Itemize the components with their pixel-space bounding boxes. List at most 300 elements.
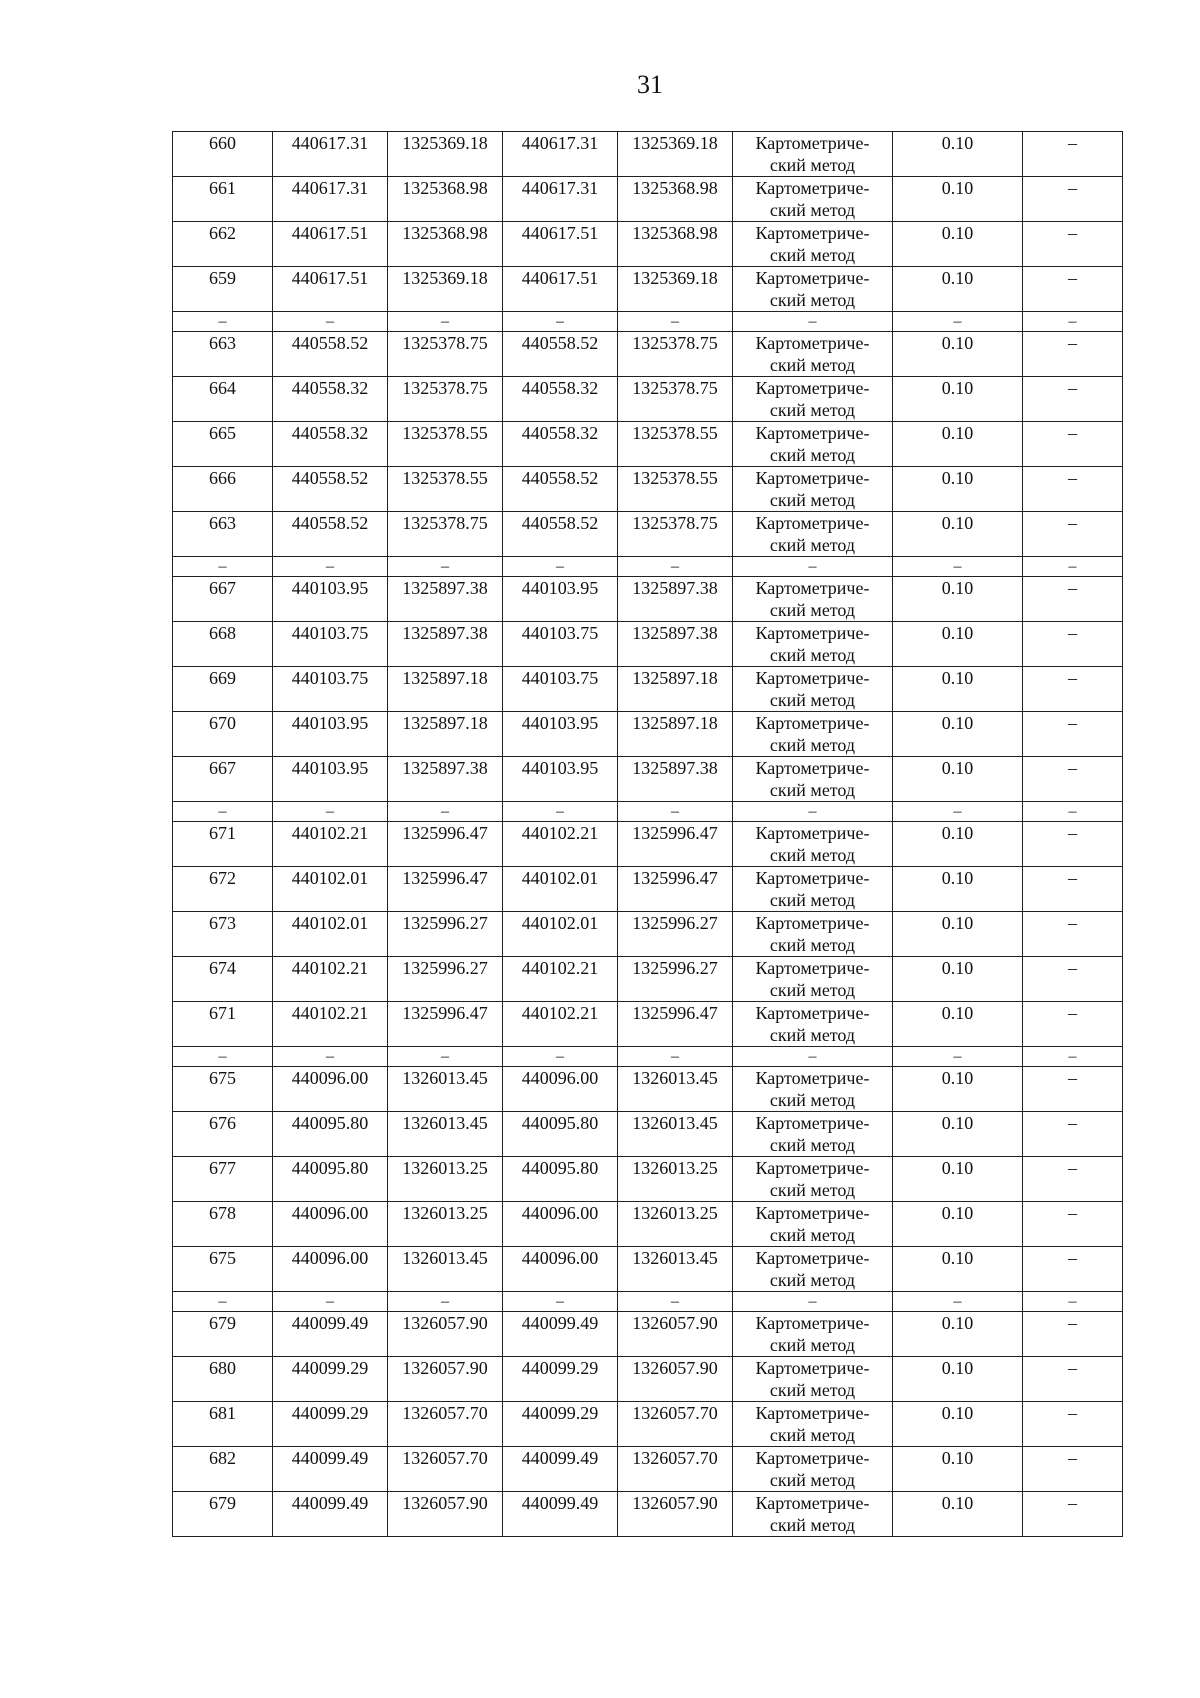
- description-cell: –: [1023, 822, 1123, 867]
- description-cell: –: [1023, 1157, 1123, 1202]
- accuracy-cell: 0.10: [893, 867, 1023, 912]
- accuracy-cell: 0.10: [893, 422, 1023, 467]
- accuracy-cell: 0.10: [893, 377, 1023, 422]
- separator-row: [173, 1047, 1123, 1067]
- description-cell: –: [1023, 1067, 1123, 1112]
- x-new-cell: –: [503, 802, 618, 822]
- description-cell: –: [1023, 802, 1123, 822]
- description-cell: –: [1023, 1292, 1123, 1312]
- method-cell: Картометриче- ский метод: [733, 622, 893, 667]
- method-cell: Картометриче- ский метод: [733, 1202, 893, 1247]
- x-new-cell: 440103.95: [503, 712, 618, 757]
- method-cell: –: [733, 802, 893, 822]
- description-cell: –: [1023, 222, 1123, 267]
- y-existing-cell: 1325897.18: [388, 712, 503, 757]
- description-cell: –: [1023, 267, 1123, 312]
- y-new-cell: –: [618, 1292, 733, 1312]
- y-new-cell: 1326013.45: [618, 1112, 733, 1157]
- accuracy-cell: 0.10: [893, 1002, 1023, 1047]
- point-number-cell: 663: [173, 332, 273, 377]
- y-new-cell: 1325378.75: [618, 512, 733, 557]
- y-existing-cell: 1326013.45: [388, 1112, 503, 1157]
- method-cell: Картометриче- ский метод: [733, 1067, 893, 1112]
- description-cell: –: [1023, 867, 1123, 912]
- point-number-cell: 682: [173, 1447, 273, 1492]
- y-existing-cell: –: [388, 1292, 503, 1312]
- description-cell: –: [1023, 1202, 1123, 1247]
- x-existing-cell: 440099.49: [273, 1312, 388, 1357]
- x-existing-cell: –: [273, 557, 388, 577]
- x-new-cell: 440099.29: [503, 1402, 618, 1447]
- y-existing-cell: 1325996.27: [388, 912, 503, 957]
- coordinates-table: [172, 131, 1123, 1537]
- table-row: [173, 1112, 1123, 1157]
- x-existing-cell: 440558.52: [273, 512, 388, 557]
- description-cell: –: [1023, 1402, 1123, 1447]
- x-existing-cell: 440102.01: [273, 867, 388, 912]
- description-cell: –: [1023, 1002, 1123, 1047]
- description-cell: –: [1023, 757, 1123, 802]
- method-cell: Картометриче- ский метод: [733, 177, 893, 222]
- point-number-cell: 670: [173, 712, 273, 757]
- accuracy-cell: 0.10: [893, 267, 1023, 312]
- description-cell: –: [1023, 1357, 1123, 1402]
- method-cell: Картометриче- ский метод: [733, 1247, 893, 1292]
- accuracy-cell: 0.10: [893, 1492, 1023, 1537]
- point-number-cell: –: [173, 1047, 273, 1067]
- point-number-cell: 660: [173, 132, 273, 177]
- y-existing-cell: –: [388, 557, 503, 577]
- method-cell: Картометриче- ский метод: [733, 512, 893, 557]
- table-row: [173, 1157, 1123, 1202]
- x-existing-cell: 440099.29: [273, 1402, 388, 1447]
- table-body: [173, 132, 1123, 1537]
- point-number-cell: 672: [173, 867, 273, 912]
- y-new-cell: 1325378.55: [618, 467, 733, 512]
- x-new-cell: –: [503, 312, 618, 332]
- accuracy-cell: 0.10: [893, 577, 1023, 622]
- accuracy-cell: 0.10: [893, 132, 1023, 177]
- point-number-cell: 675: [173, 1067, 273, 1112]
- x-existing-cell: 440095.80: [273, 1157, 388, 1202]
- y-existing-cell: –: [388, 1047, 503, 1067]
- y-existing-cell: 1326057.90: [388, 1357, 503, 1402]
- x-new-cell: 440102.21: [503, 957, 618, 1002]
- y-existing-cell: 1325378.55: [388, 467, 503, 512]
- method-cell: Картометриче- ский метод: [733, 577, 893, 622]
- accuracy-cell: 0.10: [893, 957, 1023, 1002]
- y-existing-cell: –: [388, 312, 503, 332]
- accuracy-cell: 0.10: [893, 1402, 1023, 1447]
- y-existing-cell: 1326057.90: [388, 1312, 503, 1357]
- y-new-cell: –: [618, 312, 733, 332]
- x-existing-cell: –: [273, 1047, 388, 1067]
- table-row: [173, 177, 1123, 222]
- point-number-cell: 681: [173, 1402, 273, 1447]
- method-cell: –: [733, 1047, 893, 1067]
- accuracy-cell: –: [893, 1047, 1023, 1067]
- x-existing-cell: 440558.32: [273, 422, 388, 467]
- x-new-cell: 440099.49: [503, 1447, 618, 1492]
- method-cell: Картометриче- ский метод: [733, 822, 893, 867]
- table-row: [173, 1492, 1123, 1537]
- y-existing-cell: 1325368.98: [388, 222, 503, 267]
- point-number-cell: 677: [173, 1157, 273, 1202]
- y-existing-cell: 1325996.47: [388, 1002, 503, 1047]
- point-number-cell: 680: [173, 1357, 273, 1402]
- x-existing-cell: 440617.51: [273, 267, 388, 312]
- x-existing-cell: –: [273, 312, 388, 332]
- separator-row: [173, 1292, 1123, 1312]
- x-new-cell: 440103.75: [503, 667, 618, 712]
- x-new-cell: 440617.51: [503, 267, 618, 312]
- description-cell: –: [1023, 712, 1123, 757]
- table-row: [173, 1447, 1123, 1492]
- x-new-cell: 440617.51: [503, 222, 618, 267]
- x-new-cell: 440096.00: [503, 1247, 618, 1292]
- y-existing-cell: 1326013.25: [388, 1202, 503, 1247]
- method-cell: Картометриче- ский метод: [733, 712, 893, 757]
- method-cell: –: [733, 312, 893, 332]
- method-cell: Картометриче- ский метод: [733, 1157, 893, 1202]
- x-existing-cell: 440103.75: [273, 622, 388, 667]
- y-new-cell: 1325897.18: [618, 667, 733, 712]
- x-new-cell: 440103.95: [503, 757, 618, 802]
- method-cell: Картометриче- ский метод: [733, 1312, 893, 1357]
- point-number-cell: 675: [173, 1247, 273, 1292]
- table-row: [173, 957, 1123, 1002]
- accuracy-cell: 0.10: [893, 1067, 1023, 1112]
- x-existing-cell: 440096.00: [273, 1247, 388, 1292]
- y-new-cell: 1325369.18: [618, 267, 733, 312]
- description-cell: –: [1023, 177, 1123, 222]
- x-new-cell: 440102.01: [503, 867, 618, 912]
- x-existing-cell: 440617.31: [273, 132, 388, 177]
- x-existing-cell: 440099.29: [273, 1357, 388, 1402]
- x-new-cell: 440102.21: [503, 1002, 618, 1047]
- accuracy-cell: 0.10: [893, 1247, 1023, 1292]
- y-new-cell: 1325378.75: [618, 332, 733, 377]
- y-new-cell: 1326057.70: [618, 1402, 733, 1447]
- x-new-cell: –: [503, 1292, 618, 1312]
- method-cell: Картометриче- ский метод: [733, 1492, 893, 1537]
- point-number-cell: 678: [173, 1202, 273, 1247]
- method-cell: Картометриче- ский метод: [733, 422, 893, 467]
- description-cell: –: [1023, 667, 1123, 712]
- x-existing-cell: 440099.49: [273, 1492, 388, 1537]
- accuracy-cell: 0.10: [893, 912, 1023, 957]
- x-existing-cell: 440102.21: [273, 957, 388, 1002]
- accuracy-cell: 0.10: [893, 177, 1023, 222]
- description-cell: –: [1023, 377, 1123, 422]
- point-number-cell: 667: [173, 577, 273, 622]
- point-number-cell: 668: [173, 622, 273, 667]
- method-cell: Картометриче- ский метод: [733, 1402, 893, 1447]
- method-cell: Картометриче- ский метод: [733, 1357, 893, 1402]
- y-existing-cell: 1325368.98: [388, 177, 503, 222]
- point-number-cell: 663: [173, 512, 273, 557]
- separator-row: [173, 557, 1123, 577]
- accuracy-cell: 0.10: [893, 1312, 1023, 1357]
- y-existing-cell: 1326057.90: [388, 1492, 503, 1537]
- y-existing-cell: 1326013.45: [388, 1067, 503, 1112]
- x-existing-cell: 440096.00: [273, 1202, 388, 1247]
- point-number-cell: 661: [173, 177, 273, 222]
- x-new-cell: 440099.29: [503, 1357, 618, 1402]
- x-new-cell: 440102.01: [503, 912, 618, 957]
- description-cell: –: [1023, 1312, 1123, 1357]
- point-number-cell: –: [173, 802, 273, 822]
- y-new-cell: 1326057.90: [618, 1492, 733, 1537]
- y-new-cell: 1325378.75: [618, 377, 733, 422]
- method-cell: Картометриче- ский метод: [733, 1447, 893, 1492]
- table-row: [173, 577, 1123, 622]
- method-cell: Картометриче- ский метод: [733, 912, 893, 957]
- y-existing-cell: 1325378.75: [388, 512, 503, 557]
- point-number-cell: 674: [173, 957, 273, 1002]
- x-existing-cell: 440099.49: [273, 1447, 388, 1492]
- accuracy-cell: –: [893, 802, 1023, 822]
- accuracy-cell: –: [893, 1292, 1023, 1312]
- y-new-cell: –: [618, 1047, 733, 1067]
- description-cell: –: [1023, 577, 1123, 622]
- table-row: [173, 712, 1123, 757]
- y-existing-cell: 1325897.38: [388, 622, 503, 667]
- table-row: [173, 667, 1123, 712]
- y-new-cell: 1326013.25: [618, 1157, 733, 1202]
- table-row: [173, 222, 1123, 267]
- y-new-cell: –: [618, 802, 733, 822]
- table-row: [173, 1067, 1123, 1112]
- point-number-cell: 679: [173, 1312, 273, 1357]
- x-new-cell: 440095.80: [503, 1112, 618, 1157]
- x-new-cell: 440102.21: [503, 822, 618, 867]
- accuracy-cell: 0.10: [893, 822, 1023, 867]
- point-number-cell: 679: [173, 1492, 273, 1537]
- accuracy-cell: 0.10: [893, 757, 1023, 802]
- y-existing-cell: 1325369.18: [388, 132, 503, 177]
- point-number-cell: –: [173, 557, 273, 577]
- method-cell: Картометриче- ский метод: [733, 222, 893, 267]
- accuracy-cell: –: [893, 312, 1023, 332]
- method-cell: Картометриче- ский метод: [733, 757, 893, 802]
- y-new-cell: 1325897.18: [618, 712, 733, 757]
- x-existing-cell: 440558.52: [273, 467, 388, 512]
- point-number-cell: 664: [173, 377, 273, 422]
- table-row: [173, 267, 1123, 312]
- y-existing-cell: 1326057.70: [388, 1447, 503, 1492]
- y-existing-cell: 1325369.18: [388, 267, 503, 312]
- method-cell: Картометриче- ский метод: [733, 957, 893, 1002]
- description-cell: –: [1023, 957, 1123, 1002]
- y-new-cell: 1325897.38: [618, 757, 733, 802]
- point-number-cell: 667: [173, 757, 273, 802]
- method-cell: Картометриче- ский метод: [733, 867, 893, 912]
- y-existing-cell: 1325897.38: [388, 577, 503, 622]
- y-existing-cell: 1326057.70: [388, 1402, 503, 1447]
- y-new-cell: 1325369.18: [618, 132, 733, 177]
- x-new-cell: –: [503, 557, 618, 577]
- description-cell: –: [1023, 1047, 1123, 1067]
- x-existing-cell: 440102.21: [273, 822, 388, 867]
- separator-row: [173, 802, 1123, 822]
- description-cell: –: [1023, 1247, 1123, 1292]
- y-new-cell: 1326013.45: [618, 1067, 733, 1112]
- y-existing-cell: 1325996.47: [388, 867, 503, 912]
- x-new-cell: 440558.32: [503, 377, 618, 422]
- x-new-cell: 440558.52: [503, 467, 618, 512]
- x-existing-cell: 440103.95: [273, 577, 388, 622]
- point-number-cell: 676: [173, 1112, 273, 1157]
- y-existing-cell: 1325897.18: [388, 667, 503, 712]
- y-new-cell: 1325378.55: [618, 422, 733, 467]
- x-existing-cell: 440103.95: [273, 757, 388, 802]
- y-new-cell: –: [618, 557, 733, 577]
- x-existing-cell: 440103.75: [273, 667, 388, 712]
- method-cell: Картометриче- ский метод: [733, 1112, 893, 1157]
- point-number-cell: 671: [173, 822, 273, 867]
- accuracy-cell: 0.10: [893, 1447, 1023, 1492]
- description-cell: –: [1023, 422, 1123, 467]
- y-new-cell: 1325368.98: [618, 222, 733, 267]
- point-number-cell: –: [173, 312, 273, 332]
- point-number-cell: 673: [173, 912, 273, 957]
- point-number-cell: –: [173, 1292, 273, 1312]
- accuracy-cell: 0.10: [893, 467, 1023, 512]
- table-row: [173, 512, 1123, 557]
- table-row: [173, 332, 1123, 377]
- x-new-cell: 440558.52: [503, 332, 618, 377]
- y-new-cell: 1326013.25: [618, 1202, 733, 1247]
- accuracy-cell: 0.10: [893, 1357, 1023, 1402]
- point-number-cell: 671: [173, 1002, 273, 1047]
- description-cell: –: [1023, 1447, 1123, 1492]
- y-new-cell: 1325996.47: [618, 822, 733, 867]
- table-row: [173, 867, 1123, 912]
- point-number-cell: 659: [173, 267, 273, 312]
- method-cell: Картометриче- ский метод: [733, 377, 893, 422]
- table-row: [173, 912, 1123, 957]
- x-existing-cell: 440558.52: [273, 332, 388, 377]
- table-row: [173, 757, 1123, 802]
- y-new-cell: 1325996.27: [618, 912, 733, 957]
- method-cell: Картометриче- ский метод: [733, 332, 893, 377]
- x-existing-cell: –: [273, 802, 388, 822]
- point-number-cell: 666: [173, 467, 273, 512]
- accuracy-cell: 0.10: [893, 222, 1023, 267]
- description-cell: –: [1023, 1112, 1123, 1157]
- x-new-cell: 440096.00: [503, 1202, 618, 1247]
- description-cell: –: [1023, 312, 1123, 332]
- separator-row: [173, 312, 1123, 332]
- accuracy-cell: 0.10: [893, 1157, 1023, 1202]
- table-row: [173, 1247, 1123, 1292]
- x-new-cell: 440103.95: [503, 577, 618, 622]
- accuracy-cell: 0.10: [893, 332, 1023, 377]
- y-existing-cell: 1325378.75: [388, 332, 503, 377]
- x-existing-cell: 440617.31: [273, 177, 388, 222]
- x-new-cell: 440095.80: [503, 1157, 618, 1202]
- y-new-cell: 1326057.70: [618, 1447, 733, 1492]
- description-cell: –: [1023, 467, 1123, 512]
- y-new-cell: 1325996.47: [618, 867, 733, 912]
- x-new-cell: 440617.31: [503, 177, 618, 222]
- method-cell: –: [733, 557, 893, 577]
- method-cell: Картометриче- ский метод: [733, 667, 893, 712]
- table-row: [173, 132, 1123, 177]
- y-existing-cell: 1325996.27: [388, 957, 503, 1002]
- x-existing-cell: 440102.21: [273, 1002, 388, 1047]
- y-existing-cell: 1325996.47: [388, 822, 503, 867]
- description-cell: –: [1023, 557, 1123, 577]
- accuracy-cell: –: [893, 557, 1023, 577]
- table-row: [173, 1202, 1123, 1247]
- table-row: [173, 377, 1123, 422]
- y-new-cell: 1326057.90: [618, 1357, 733, 1402]
- x-new-cell: 440099.49: [503, 1312, 618, 1357]
- x-new-cell: 440103.75: [503, 622, 618, 667]
- x-existing-cell: 440096.00: [273, 1067, 388, 1112]
- x-new-cell: 440558.52: [503, 512, 618, 557]
- method-cell: Картометриче- ский метод: [733, 467, 893, 512]
- accuracy-cell: 0.10: [893, 1202, 1023, 1247]
- y-new-cell: 1325996.27: [618, 957, 733, 1002]
- x-existing-cell: 440617.51: [273, 222, 388, 267]
- y-existing-cell: 1326013.45: [388, 1247, 503, 1292]
- point-number-cell: 662: [173, 222, 273, 267]
- description-cell: –: [1023, 332, 1123, 377]
- description-cell: –: [1023, 622, 1123, 667]
- table-row: [173, 467, 1123, 512]
- page-number: 31: [637, 70, 663, 99]
- y-new-cell: 1326057.90: [618, 1312, 733, 1357]
- x-new-cell: 440096.00: [503, 1067, 618, 1112]
- table-row: [173, 822, 1123, 867]
- method-cell: Картометриче- ский метод: [733, 1002, 893, 1047]
- y-new-cell: 1326013.45: [618, 1247, 733, 1292]
- description-cell: –: [1023, 912, 1123, 957]
- description-cell: –: [1023, 132, 1123, 177]
- method-cell: Картометриче- ский метод: [733, 132, 893, 177]
- accuracy-cell: 0.10: [893, 622, 1023, 667]
- table-row: [173, 1357, 1123, 1402]
- x-new-cell: 440099.49: [503, 1492, 618, 1537]
- x-existing-cell: –: [273, 1292, 388, 1312]
- method-cell: Картометриче- ский метод: [733, 267, 893, 312]
- y-new-cell: 1325996.47: [618, 1002, 733, 1047]
- point-number-cell: 669: [173, 667, 273, 712]
- x-existing-cell: 440102.01: [273, 912, 388, 957]
- x-new-cell: 440558.32: [503, 422, 618, 467]
- y-existing-cell: –: [388, 802, 503, 822]
- description-cell: –: [1023, 512, 1123, 557]
- y-new-cell: 1325368.98: [618, 177, 733, 222]
- x-existing-cell: 440103.95: [273, 712, 388, 757]
- accuracy-cell: 0.10: [893, 512, 1023, 557]
- point-number-cell: 665: [173, 422, 273, 467]
- table-row: [173, 622, 1123, 667]
- accuracy-cell: 0.10: [893, 667, 1023, 712]
- table-row: [173, 422, 1123, 467]
- table-row: [173, 1002, 1123, 1047]
- accuracy-cell: 0.10: [893, 712, 1023, 757]
- y-new-cell: 1325897.38: [618, 622, 733, 667]
- table-row: [173, 1402, 1123, 1447]
- y-existing-cell: 1325897.38: [388, 757, 503, 802]
- x-existing-cell: 440095.80: [273, 1112, 388, 1157]
- y-existing-cell: 1325378.75: [388, 377, 503, 422]
- y-existing-cell: 1326013.25: [388, 1157, 503, 1202]
